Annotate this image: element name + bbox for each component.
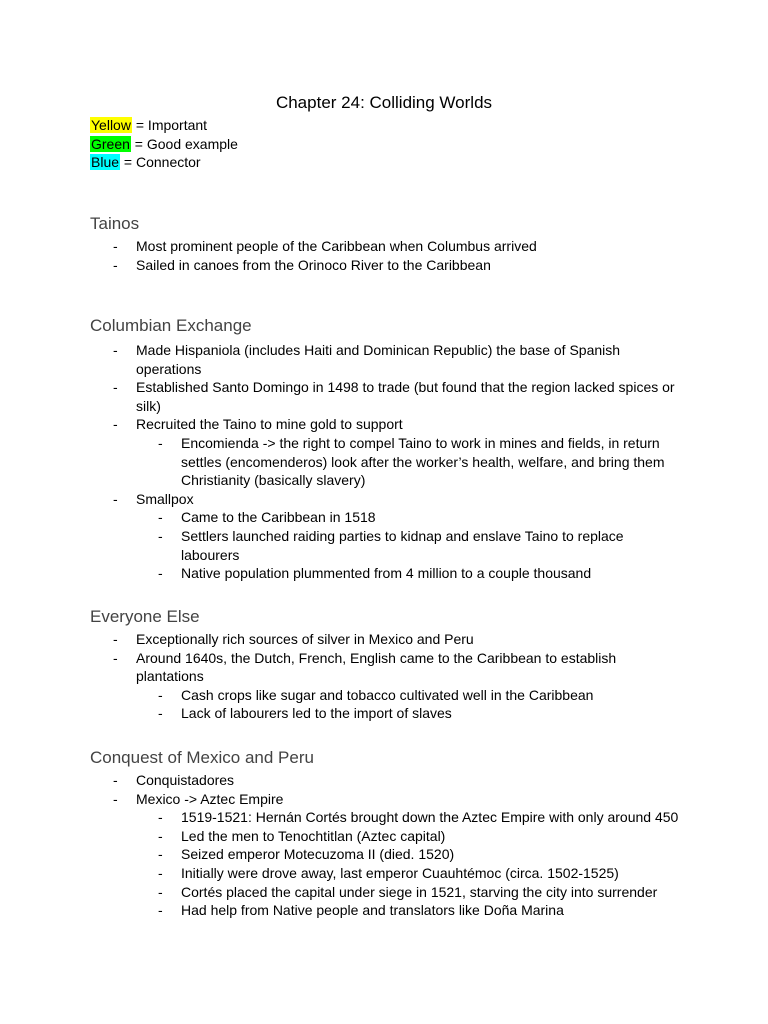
dash-bullet: - [158, 902, 163, 919]
dash-bullet: - [113, 772, 118, 788]
list-item-text: Cortés placed the capital under siege in 1521, starving the city into surrender [181, 883, 658, 900]
list-item-text: Led the men to Tenochtitlan (Aztec capital) [181, 827, 446, 844]
dash-bullet: - [158, 509, 163, 526]
list-item [0, 527, 768, 564]
dash-bullet: - [113, 631, 118, 647]
list-item [0, 808, 768, 827]
dash-bullet: - [113, 649, 118, 666]
list-item-text: Had help from Native people and translators like Doña Marina [181, 902, 564, 919]
list-item-text: Mexico -> Aztec Empire [136, 790, 284, 807]
dash-bullet: - [158, 864, 163, 881]
list-item [0, 864, 768, 883]
legend-meaning: = Good example [130, 135, 238, 152]
legend-row-green [90, 135, 238, 154]
legend-swatch-green: Green [91, 135, 130, 152]
dash-bullet: - [113, 379, 118, 396]
list-item-text: Around 1640s, the Dutch, French, English came to the Caribbean to establish plantations [136, 649, 617, 685]
dash-bullet: - [113, 342, 118, 358]
list-item [0, 649, 768, 686]
legend-meaning: = Connector [120, 154, 201, 171]
list-item [0, 827, 768, 846]
list-item-text: Lack of labourers led to the import of slaves [181, 705, 452, 722]
dash-bullet: - [158, 527, 163, 544]
dash-bullet: - [113, 490, 118, 507]
dash-bullet: - [113, 416, 118, 433]
dash-bullet: - [158, 565, 163, 582]
legend-row-blue [90, 153, 238, 172]
list-item-text: Smallpox [136, 490, 194, 507]
list-item [0, 237, 768, 256]
list-item-text: Native population plummented from 4 million to a couple thousand [181, 565, 592, 582]
dash-bullet: - [158, 809, 163, 826]
list-item [0, 378, 768, 415]
list-item [0, 630, 768, 649]
section-list-everyone-else [0, 630, 768, 723]
color-legend [90, 116, 238, 172]
list-item-text: Sailed in canoes from the Orinoco River to the Caribbean [136, 256, 491, 273]
section-heading-tainos: Tainos [90, 214, 140, 233]
dash-bullet: - [113, 256, 118, 273]
dash-bullet: - [158, 827, 163, 844]
list-item [0, 883, 768, 902]
list-item-text: Recruited the Taino to mine gold to support [136, 416, 403, 433]
dash-bullet: - [158, 705, 163, 722]
list-item-text: Conquistadores [136, 772, 235, 788]
section-list-columbian-exchange [0, 341, 768, 583]
list-item-text: Came to the Caribbean in 1518 [181, 509, 376, 526]
list-item-text: Established Santo Domingo in 1498 to trade (but found that the region lacked spices or silk) [136, 379, 675, 414]
legend-meaning: = Important [131, 117, 208, 133]
list-item [0, 771, 768, 790]
list-item [0, 508, 768, 527]
list-item-text: Seized emperor Motecuzoma II (died. 1520) [181, 846, 455, 863]
list-item [0, 434, 768, 490]
dash-bullet: - [158, 846, 163, 863]
legend-swatch-blue: Blue [91, 154, 120, 171]
list-item-text: Encomienda -> the right to compel Taino to work in mines and fields, in return settles (encomenderos) look after the worker’s health, welfare, and bring them Christianity (basically slavery) [181, 434, 665, 489]
section-list-conquest [0, 771, 768, 920]
page-title: Chapter 24: Colliding Worlds [275, 93, 493, 112]
list-item [0, 686, 768, 705]
list-item [0, 415, 768, 434]
list-item-text: Exceptionally rich sources of silver in Mexico and Peru [136, 631, 474, 647]
dash-bullet: - [113, 790, 118, 807]
section-heading-conquest: Conquest of Mexico and Peru [90, 748, 314, 767]
dash-bullet: - [158, 686, 163, 703]
section-heading-columbian-exchange: Columbian Exchange [90, 316, 252, 335]
list-item-text: Most prominent people of the Caribbean when Columbus arrived [136, 238, 537, 254]
list-item-text: Made Hispaniola (includes Haiti and Dominican Republic) the base of Spanish operations [136, 342, 621, 377]
list-item [0, 256, 768, 275]
section-heading-everyone-else: Everyone Else [90, 607, 200, 626]
list-item [0, 901, 768, 920]
legend-row-yellow [90, 116, 238, 135]
dash-bullet: - [158, 434, 163, 451]
legend-swatch-yellow: Yellow [91, 117, 131, 133]
list-item [0, 704, 768, 723]
list-item-text: Cash crops like sugar and tobacco cultivated well in the Caribbean [181, 686, 594, 703]
section-list-tainos [0, 237, 768, 274]
list-item-text: 1519-1521: Hernán Cortés brought down the Aztec Empire with only around 450 [181, 809, 679, 826]
dash-bullet: - [158, 883, 163, 900]
list-item [0, 564, 768, 583]
list-item-text: Settlers launched raiding parties to kidnap and enslave Taino to replace labourers [181, 527, 624, 563]
list-item [0, 341, 768, 378]
list-item [0, 790, 768, 809]
list-item-text: Initially were drove away, last emperor Cuauhtémoc (circa. 1502-1525) [181, 864, 619, 881]
list-item [0, 845, 768, 864]
list-item [0, 490, 768, 509]
dash-bullet: - [113, 238, 118, 254]
